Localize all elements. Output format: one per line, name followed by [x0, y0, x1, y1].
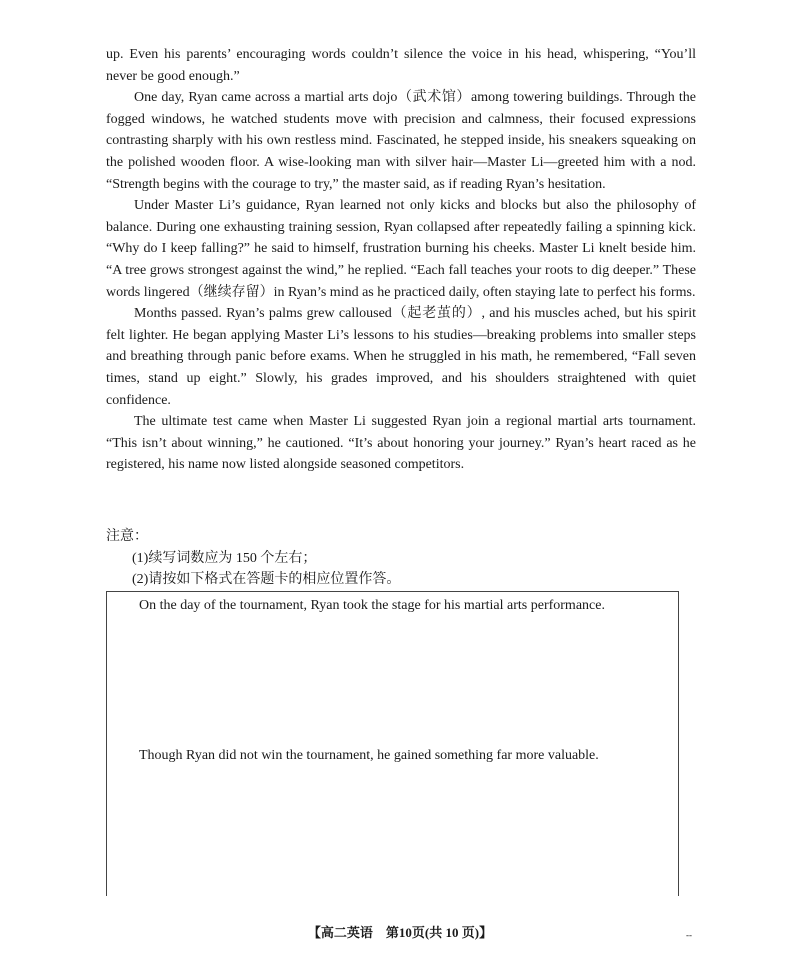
passage-paragraph-1: up. Even his parents’ encouraging words couldn’t silence the voice in his head, whispering, “You’ll never be good enough.”: [106, 47, 696, 84]
page-footer: 【高二英语 第10页(共 10 页)】: [307, 925, 493, 940]
answer-opening-line: On the day of the tournament, Ryan took the stage for his martial arts performance.: [139, 598, 605, 613]
answer-middle-line: Though Ryan did not win the tournament, he gained something far more valuable.: [139, 748, 599, 763]
passage: [106, 44, 696, 476]
notes-label: 注意：: [106, 529, 148, 544]
passage-paragraph-4: Months passed. Ryan’s palms grew calloused（起老茧的）, and his muscles ached, but his spirit felt lighter. He began applying Master Li’s lessons to his studies—breaking problems into smaller steps and breathing through panic before exams. When he struggled in his math, he remembered, “Fall seven times, stand up eight.” Slowly, his grades improved, and his shoulders straightened with quiet confidence.: [106, 306, 696, 408]
note-item-2: (2)请按如下格式在答题卡的相应位置作答。: [132, 572, 401, 587]
passage-paragraph-2: One day, Ryan came across a martial arts dojo（武术馆）among towering buildings. Through the fogged windows, he watched students move with precision and calmness, their focused expressions contrasting sharply with his own restless mind. Fascinated, he stepped inside, his sneakers squeaking on the polished wooden floor. A wise-looking man with silver hair—Master Li—greeted him with a nod. “Strength begins with the courage to try,” the master said, as if reading Ryan’s hesitation.: [106, 90, 696, 192]
note-item-1: (1)续写词数应为 150 个左右；: [132, 551, 317, 566]
passage-paragraph-3: Under Master Li’s guidance, Ryan learned not only kicks and blocks but also the philosophy of balance. During one exhausting training session, Ryan collapsed after repeatedly failing a spinning kick. “Why do I keep falling?” he said to himself, frustration burning his cheeks. Master Li knelt beside him. “A tree grows strongest against the wind,” he replied. “Each fall teaches your roots to dig deeper.” These words lingered（继续存留）in Ryan’s mind as he practiced daily, often staying late to perfect his forms.: [106, 198, 696, 300]
answer-box[interactable]: [106, 591, 679, 896]
passage-paragraph-5: The ultimate test came when Master Li suggested Ryan join a regional martial arts tournament. “This isn’t about winning,” he cautioned. “It’s about honoring your journey.” Ryan’s heart raced as he registered, his name now listed alongside seasoned competitors.: [106, 414, 696, 473]
corner-mark: --: [686, 930, 692, 940]
